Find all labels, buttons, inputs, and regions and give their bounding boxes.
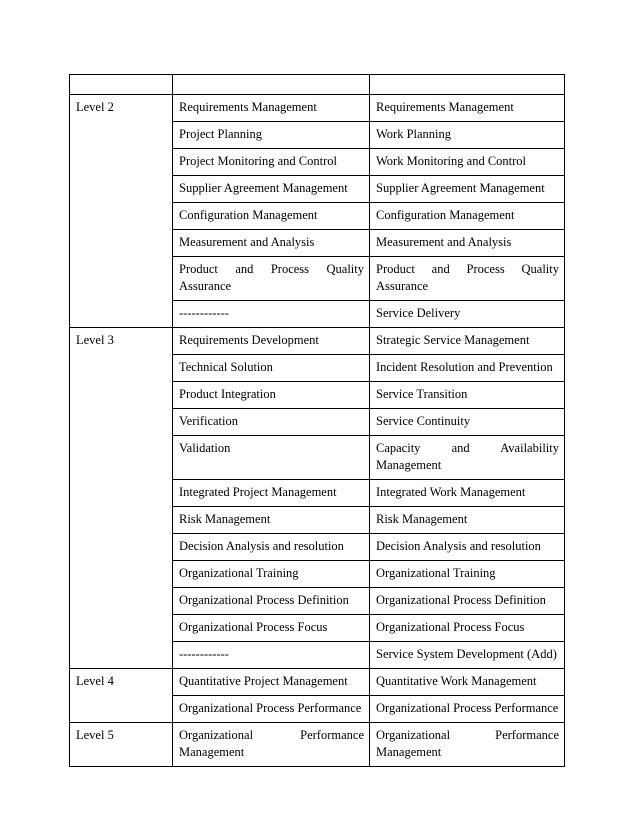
cmmi-dev-cell: Project Monitoring and Control (173, 149, 370, 176)
cmmi-svc-cell: Organizational Performance Management (370, 723, 565, 767)
cmmi-svc-cell: Integrated Work Management (370, 480, 565, 507)
level-label: Level 4 (70, 669, 173, 723)
cmmi-dev-cell: Decision Analysis and resolution (173, 534, 370, 561)
cmmi-dev-cell: Requirements Management (173, 95, 370, 122)
table-row (70, 723, 565, 767)
cmmi-dev-cell: Technical Solution (173, 355, 370, 382)
cmmi-dev-cell: Quantitative Project Management (173, 669, 370, 696)
cmmi-svc-cell: Work Planning (370, 122, 565, 149)
cmmi-svc-cell: Measurement and Analysis (370, 230, 565, 257)
cmmi-dev-cell: Organizational Process Definition (173, 588, 370, 615)
cmmi-svc-cell: Service Delivery (370, 301, 565, 328)
table-body (70, 75, 565, 767)
cmmi-dev-cell: ------------ (173, 301, 370, 328)
cmmi-svc-cell: Organizational Process Definition (370, 588, 565, 615)
cmmi-dev-cell: Organizational Training (173, 561, 370, 588)
cmmi-svc-cell: Capacity and Availability Management (370, 436, 565, 480)
cmmi-svc-cell: Configuration Management (370, 203, 565, 230)
cmmi-svc-cell: Service Transition (370, 382, 565, 409)
cmmi-svc-cell: Requirements Management (370, 95, 565, 122)
cmmi-svc-cell: Organizational Process Performance (370, 696, 565, 723)
level-label: Level 5 (70, 723, 173, 767)
cmmi-dev-cell: ------------ (173, 642, 370, 669)
cmmi-svc-cell: Service System Development (Add) (370, 642, 565, 669)
cmmi-dev-cell: Measurement and Analysis (173, 230, 370, 257)
cmmi-dev-cell: Integrated Project Management (173, 480, 370, 507)
cmmi-dev-cell: Product Integration (173, 382, 370, 409)
cmmi-dev-cell: Requirements Development (173, 328, 370, 355)
header-cell (70, 75, 173, 95)
level-label: Level 2 (70, 95, 173, 328)
cmmi-svc-cell: Quantitative Work Management (370, 669, 565, 696)
cmmi-dev-cell: Configuration Management (173, 203, 370, 230)
cmmi-svc-cell: Risk Management (370, 507, 565, 534)
cmmi-dev-cell: Supplier Agreement Management (173, 176, 370, 203)
cmmi-svc-cell: Supplier Agreement Management (370, 176, 565, 203)
process-area-table (69, 74, 565, 767)
cmmi-svc-cell: Incident Resolution and Prevention (370, 355, 565, 382)
cmmi-dev-cell: Risk Management (173, 507, 370, 534)
cmmi-dev-cell: Product and Process Quality Assurance (173, 257, 370, 301)
table-row (70, 328, 565, 355)
level-label: Level 3 (70, 328, 173, 669)
table-row (70, 95, 565, 122)
cmmi-dev-cell: Organizational Process Performance (173, 696, 370, 723)
cmmi-dev-cell: Organizational Process Focus (173, 615, 370, 642)
header-cell (370, 75, 565, 95)
cmmi-dev-cell: Organizational Performance Management (173, 723, 370, 767)
cmmi-svc-cell: Service Continuity (370, 409, 565, 436)
cmmi-svc-cell: Strategic Service Management (370, 328, 565, 355)
header-cell (173, 75, 370, 95)
cmmi-svc-cell: Organizational Process Focus (370, 615, 565, 642)
cmmi-dev-cell: Project Planning (173, 122, 370, 149)
cmmi-svc-cell: Decision Analysis and resolution (370, 534, 565, 561)
cmmi-svc-cell: Work Monitoring and Control (370, 149, 565, 176)
cmmi-svc-cell: Product and Process Quality Assurance (370, 257, 565, 301)
header-row (70, 75, 565, 95)
cmmi-svc-cell: Organizational Training (370, 561, 565, 588)
table-row (70, 669, 565, 696)
cmmi-dev-cell: Verification (173, 409, 370, 436)
cmmi-dev-cell: Validation (173, 436, 370, 480)
